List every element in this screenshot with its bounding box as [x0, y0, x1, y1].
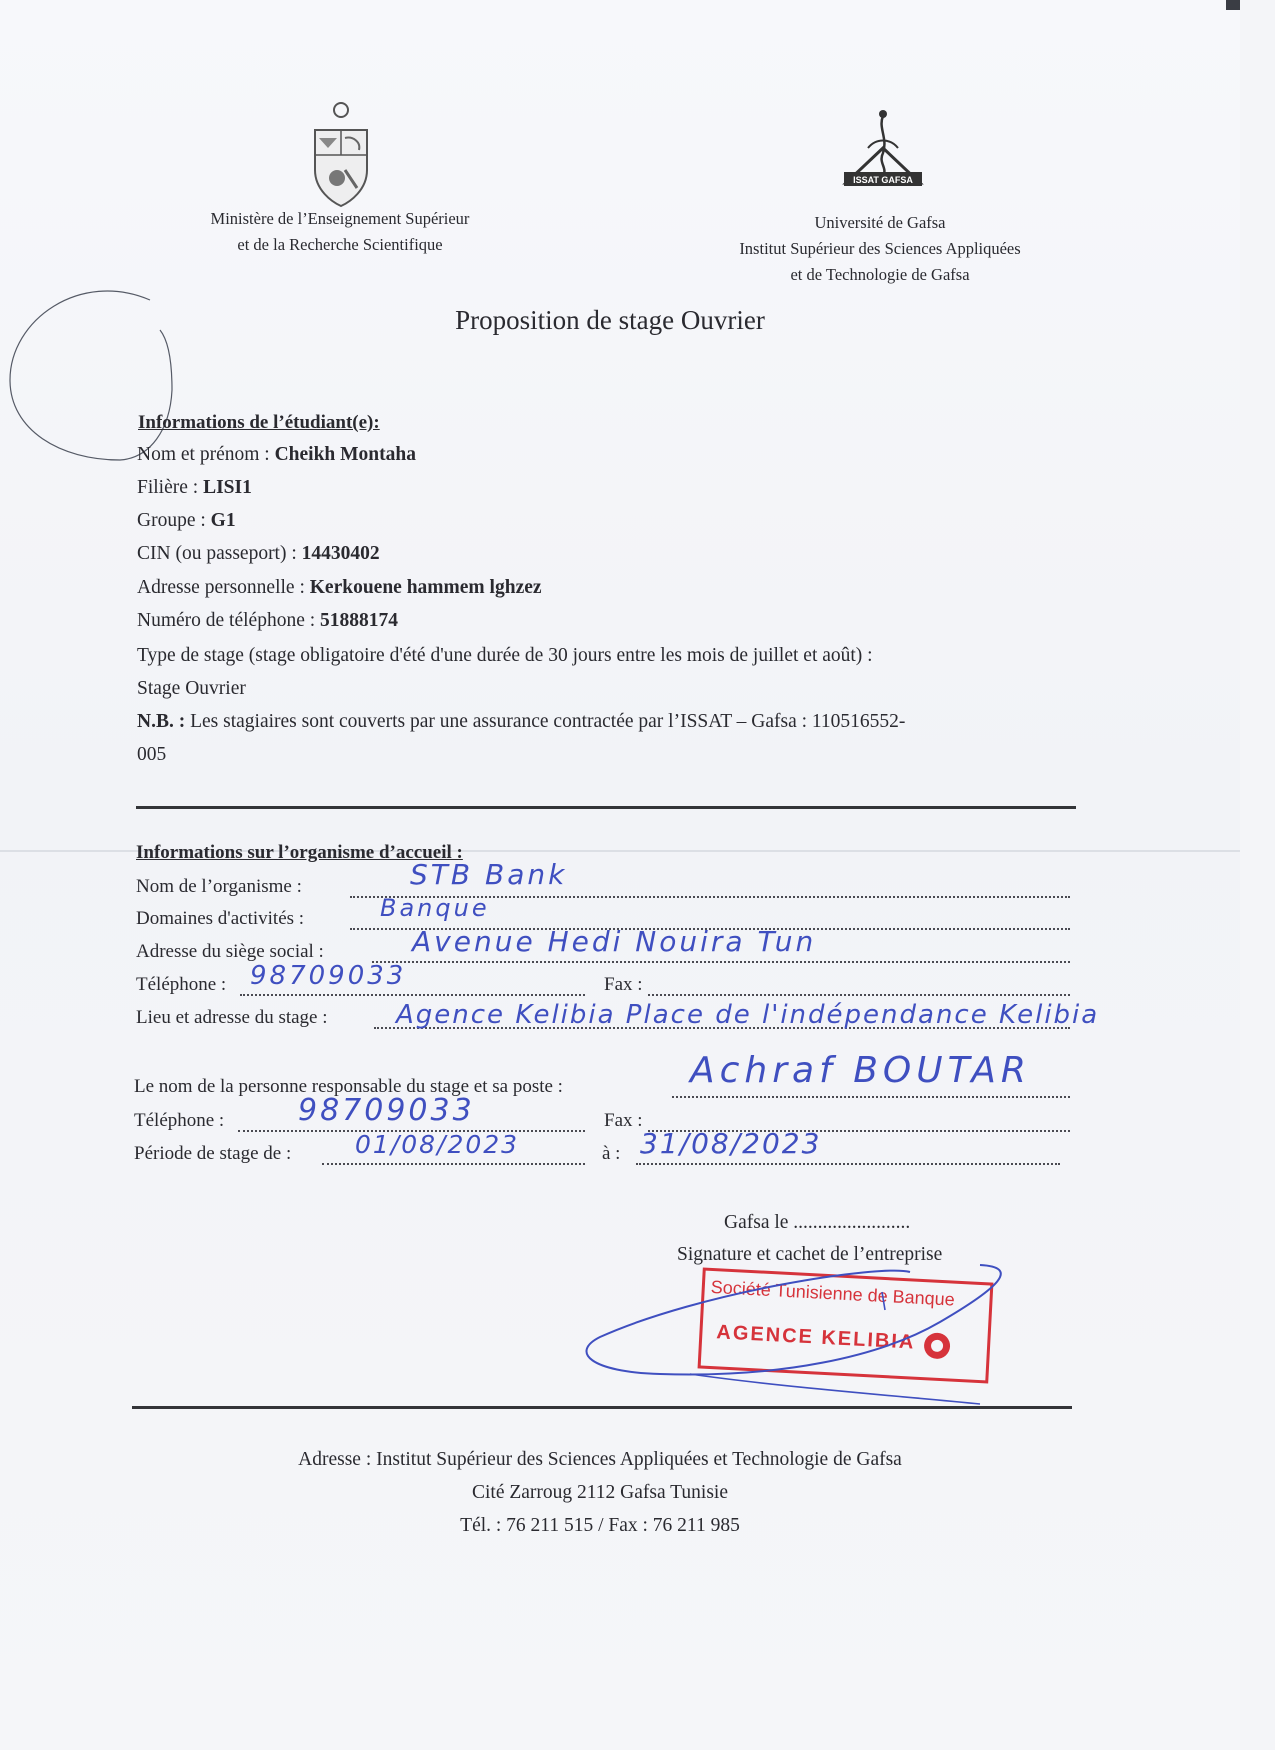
- field-label: Numéro de téléphone :: [137, 610, 316, 631]
- responsable-phone-label: Téléphone :: [134, 1110, 225, 1131]
- student-cin-row: [137, 543, 380, 565]
- stamp-line: AGENCE KELIBIA: [715, 1321, 916, 1354]
- ministry-line: et de la Recherche Scientifique: [237, 235, 443, 254]
- pen-mark-circle: [0, 280, 180, 470]
- university-line: et de Technologie de Gafsa: [790, 265, 970, 284]
- student-name-value: Cheikh Montaha: [274, 444, 416, 465]
- period-label: Période de stage de :: [134, 1143, 292, 1164]
- ministry-name: [175, 206, 505, 258]
- stage-location-value: Agence Kelibia Place de l'indépendance Kelibia: [396, 1000, 1100, 1030]
- ministry-line: Ministère de l’Enseignement Supérieur: [210, 209, 470, 228]
- coat-of-arms-icon: [305, 100, 377, 210]
- nb-text: Les stagiaires sont couverts par une assurance contractée par l’ISSAT – Gafsa : 110516552-: [190, 711, 906, 732]
- student-filiere-value: LISI1: [203, 477, 252, 498]
- responsable-phone-value: 98709033: [298, 1093, 475, 1128]
- period-a-label: à :: [602, 1143, 621, 1164]
- field-label: Filière :: [137, 477, 199, 498]
- dotted-line: [636, 1163, 1060, 1165]
- signature-label: Signature et cachet de l’entreprise: [677, 1244, 943, 1265]
- org-domain-value: Banque: [380, 894, 490, 922]
- student-groupe-row: [137, 510, 236, 532]
- student-cin-value: 14430402: [301, 543, 380, 564]
- dotted-line: [322, 1163, 585, 1165]
- org-name-value: STB Bank: [410, 858, 568, 891]
- footer-address: [130, 1443, 1070, 1542]
- org-domain-label: Domaines d'activités :: [136, 908, 305, 929]
- student-phone-value: 51888174: [320, 610, 399, 631]
- student-address-row: [137, 577, 542, 599]
- field-label: Groupe :: [137, 510, 206, 531]
- org-phone-label: Téléphone :: [136, 974, 227, 995]
- field-label: Nom et prénom :: [137, 444, 270, 465]
- org-address-value: Avenue Hedi Nouira Tun: [412, 925, 817, 958]
- footer-line: Adresse : Institut Supérieur des Sciences Appliquées et Technologie de Gafsa: [298, 1449, 902, 1470]
- stage-location-label: Lieu et adresse du stage :: [136, 1007, 328, 1028]
- responsable-fax-label: Fax :: [604, 1110, 643, 1131]
- student-section-title: Informations de l’étudiant(e):: [138, 412, 380, 433]
- org-address-label: Adresse du siège social :: [136, 941, 324, 962]
- responsable-label: Le nom de la personne responsable du stage et sa poste :: [134, 1076, 563, 1097]
- divider: [132, 1406, 1072, 1409]
- field-label: CIN (ou passeport) :: [137, 543, 297, 564]
- divider: [136, 806, 1076, 809]
- student-address-value: Kerkouene hammem lghzez: [309, 577, 542, 598]
- student-phone-row: [137, 610, 398, 632]
- scan-edge: [1226, 0, 1240, 10]
- stage-type-label: Type de stage (stage obligatoire d'été d'une durée de 30 jours entre les mois de juillet et août) :: [137, 645, 873, 666]
- org-phone-value: 98709033: [250, 961, 407, 991]
- student-filiere-row: [137, 477, 252, 499]
- dotted-line: [372, 961, 1070, 963]
- footer-line: Tél. : 76 211 515 / Fax : 76 211 985: [460, 1515, 740, 1536]
- stage-type-value: Stage Ouvrier: [137, 678, 246, 699]
- page-title: Proposition de stage Ouvrier: [455, 305, 765, 335]
- issat-logo-icon: [838, 108, 928, 188]
- university-line: Institut Supérieur des Sciences Appliquées: [739, 239, 1021, 258]
- student-name-row: [137, 444, 416, 466]
- org-name-label: Nom de l’organisme :: [136, 876, 302, 897]
- org-fax-label: Fax :: [604, 974, 643, 995]
- field-label: Adresse personnelle :: [137, 577, 305, 598]
- university-line: Université de Gafsa: [814, 213, 946, 232]
- period-start-value: 01/08/2023: [355, 1130, 520, 1159]
- nb-note-cont: 005: [137, 744, 167, 765]
- footer-line: Cité Zarroug 2112 Gafsa Tunisie: [471, 1482, 728, 1503]
- dotted-line: [240, 994, 585, 996]
- gafsa-date-line: Gafsa le ........................: [724, 1212, 911, 1233]
- signature-scribble: [580, 1262, 1020, 1412]
- dotted-line: [648, 994, 1070, 996]
- stamp-line: Société Tunisienne de Banque: [710, 1276, 956, 1310]
- logo-text: ISSAT GAFSA: [853, 175, 913, 185]
- period-end-value: 31/08/2023: [640, 1127, 822, 1160]
- organisme-section-title: Informations sur l’organisme d’accueil :: [136, 842, 463, 863]
- dotted-line: [672, 1096, 1070, 1098]
- student-groupe-value: G1: [210, 510, 236, 531]
- nb-note: [137, 711, 905, 733]
- responsable-value: Achraf BOUTAR: [690, 1050, 1031, 1091]
- nb-label: N.B. :: [137, 711, 186, 732]
- university-name: [705, 210, 1055, 288]
